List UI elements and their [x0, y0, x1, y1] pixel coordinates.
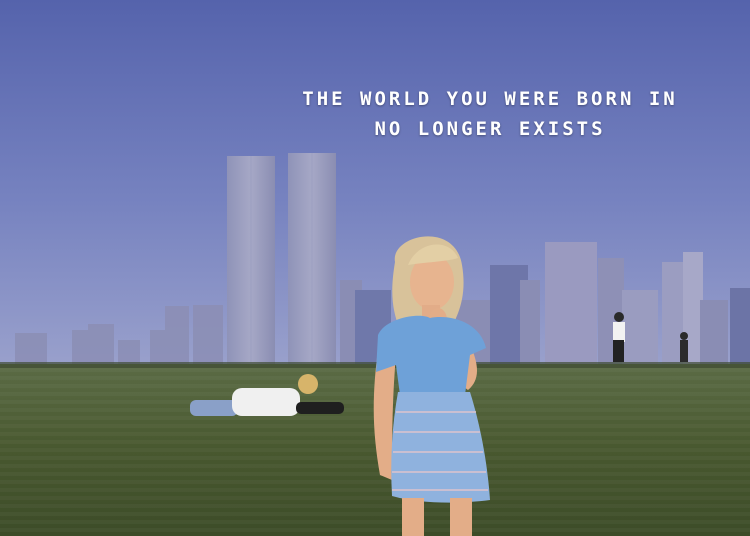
caption-line-2: NO LONGER EXISTS — [374, 118, 606, 140]
caption-text-block — [260, 84, 720, 144]
caption-line-1: THE WORLD YOU WERE BORN IN — [302, 88, 678, 110]
